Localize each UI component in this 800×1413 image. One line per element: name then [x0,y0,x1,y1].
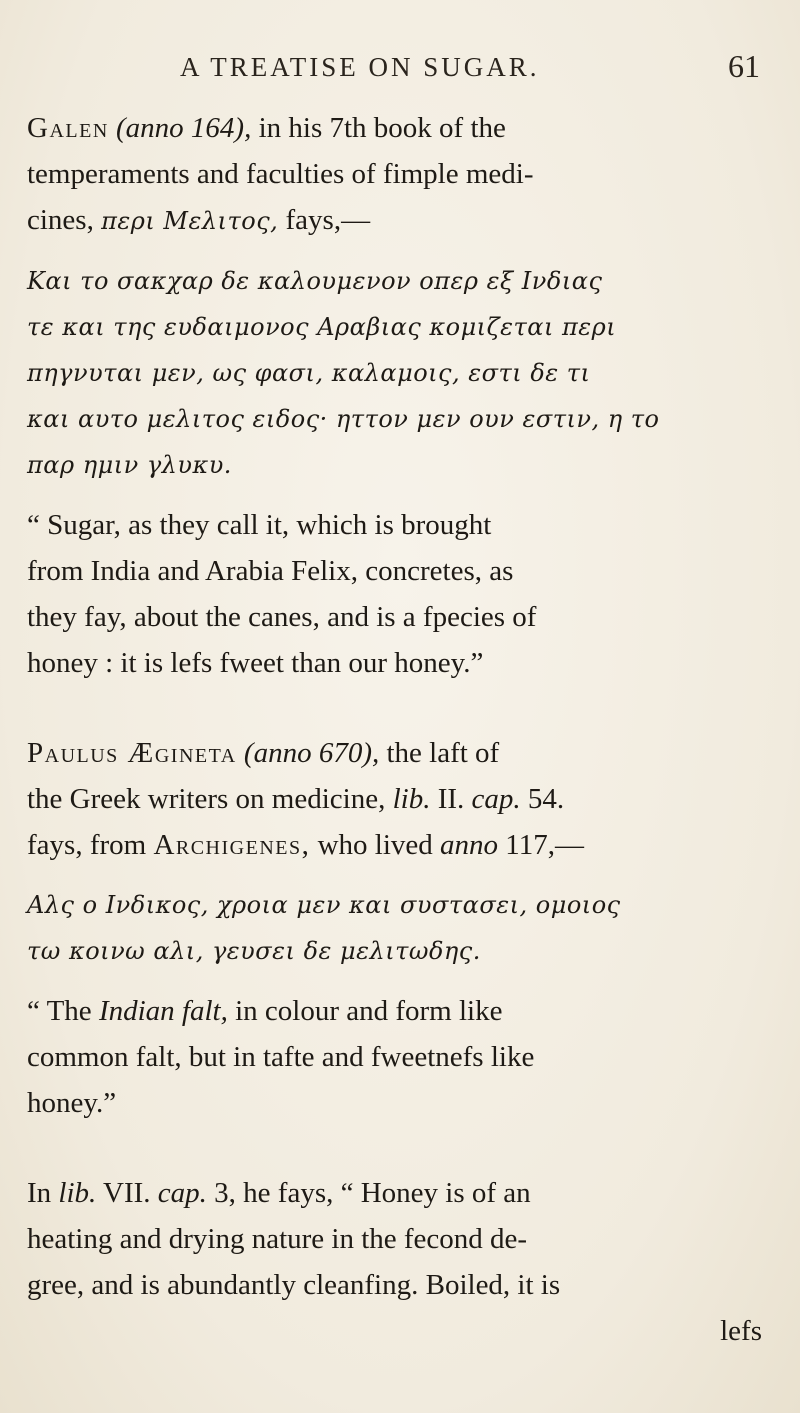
text-line: from India and Arabia Felix, concretes, as [27,555,514,587]
cap-number: 54. [527,783,565,815]
line-text: in colour and form like [235,995,503,1027]
greek-quotation-galen [27,258,765,488]
greek-line: πηγνυται μεν, ως φασι, καλαμοις, εστι δε τι [27,359,591,387]
text-line: temperaments and faculties of fimple medi- [27,158,534,190]
line-text: cines, [27,204,94,236]
lib-number: II. [437,783,465,815]
greek-line: παρ ημιν γλυκυ. [27,451,232,479]
greek-line: τε και της ευδαιμονος Αραβιας κομιζεται περι [27,313,617,341]
text-line: honey : it is lefs fweet than our honey.” [27,647,484,679]
author-name: Paulus Ægineta [27,737,237,769]
text-line: they fay, about the canes, and is a fpecies of [27,601,537,633]
paragraph-honey [27,1170,765,1308]
greek-line: Αλς ο Ινδικος, χροια μεν και συστασει, ομοιος [27,891,621,919]
running-head [150,48,760,92]
catchword: lefs [720,1315,762,1347]
text-line: heating and drying nature in the fecond de- [27,1223,528,1255]
running-title: A TREATISE ON SUGAR. [180,52,540,82]
page-number: 61 [728,48,760,84]
cap-number: 3, [214,1177,236,1209]
line-text: he fays, “ Honey is of an [243,1177,531,1209]
anno-reference: (anno 670), [243,737,380,769]
text-line [27,776,765,822]
source-name: Archigenes, [153,829,311,861]
paragraph-galen [27,105,765,244]
text-line: honey.” [27,1087,117,1119]
line-text: “ The [27,995,92,1027]
line-text: the Greek writers on medicine, [27,783,386,815]
line-text: who lived [317,829,433,861]
text-line [27,822,765,868]
text-line [27,730,765,776]
anno-label: anno [440,829,499,861]
text-line [27,1170,765,1216]
line-text: the laft of [386,737,500,769]
text-line [27,197,765,244]
text-line [27,988,765,1034]
paragraph-paulus [27,730,765,868]
lib-label: lib. [58,1177,97,1209]
author-name: Galen [27,112,109,144]
line-text: in his 7th book of the [258,112,506,144]
greek-line: Και το σακχαρ δε καλουμενον οπερ εξ Ινδιας [27,267,603,295]
text-line: common falt, but in tafte and fweetnefs like [27,1041,535,1073]
line-text: fays,— [285,204,371,236]
greek-reference: περι Μελιτος, [101,207,279,235]
text-block [27,105,765,1354]
line-text: In [27,1177,52,1209]
line-text: 117,— [505,829,584,861]
line-text: fays, from [27,829,147,861]
anno-reference: (anno 164), [116,112,252,144]
greek-quotation-paulus [27,882,765,974]
emphasis-text: Indian falt, [98,995,228,1027]
text-line: “ Sugar, as they call it, which is brought [27,509,492,541]
text-line: gree, and is abundantly cleanfing. Boiled, it is [27,1269,561,1301]
greek-line: και αυτο μελιτος ειδος· ηττον μεν ουν εστιν, η το [27,405,660,433]
greek-line: τω κοινω αλι, γευσει δε μελιτωδης. [27,937,481,965]
text-line [27,105,765,151]
cap-label: cap. [471,783,521,815]
translation-galen [27,502,765,686]
lib-number: VII. [103,1177,151,1209]
translation-paulus [27,988,765,1126]
cap-label: cap. [157,1177,207,1209]
lib-label: lib. [392,783,431,815]
